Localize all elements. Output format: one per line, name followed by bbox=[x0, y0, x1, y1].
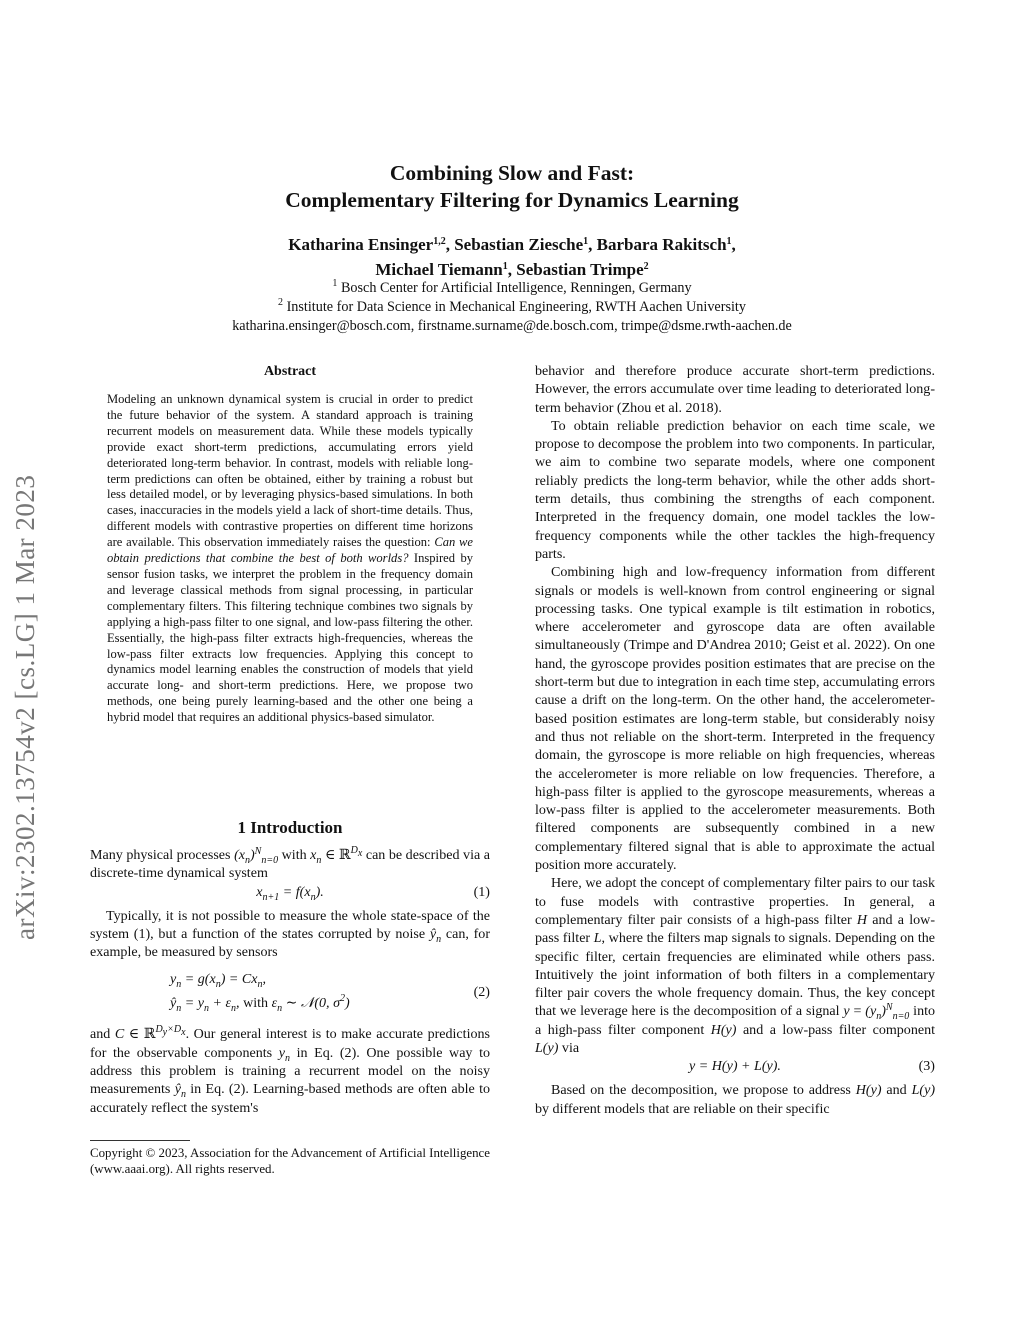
author-list: Katharina Ensinger$^{1,2}$, Sebastian Ziesche$^1$, Barbara Rakitsch$^1$, Michael Tiemann$^1$, Sebastian Trimpe$^2$ bbox=[288, 235, 736, 279]
equation-number: (2) bbox=[473, 984, 490, 1001]
equation-2: $y_n = g(x_n) = Cx_n$, $ŷ_n = y_n + \varepsilon_n$, with $\varepsilon_n$ ∼ 𝒩(0, $\sigma^2$) (2) bbox=[170, 971, 490, 1015]
affil-mark: 1 bbox=[332, 278, 338, 289]
left-column-body bbox=[90, 846, 490, 1117]
paragraph: Here, we adopt the concept of complementary filter pairs to our task to fuse models with contrastive properties. In general, a complementary filter pair consists of a high-pass filter H and a low-pass filter L, where the filters map signals to signals. Depending on the specific filter, certain frequencies are eliminated while others pass. Intuitively the joint information of both filters in a complementary filter pair covers the whole frequency domain. Thus, the key concept that we leverage here is the decomposition of a signal $y = (y_n)_{^Nn=0}$ into a high-pass filter component H(y) and a low-pass filter component L(y) via bbox=[535, 875, 936, 1056]
paragraph: Typically, it is not possible to measure the whole state-space of the system (1), but a function of the states corrupted by noise $ŷ_n$ can, for example, be measured by sensors bbox=[90, 907, 490, 961]
affil-mark: 2 bbox=[278, 297, 284, 308]
title-line-1: Combining Slow and Fast: bbox=[389, 161, 635, 185]
paper-title bbox=[0, 160, 1024, 214]
author-name: Sebastian Ziesche bbox=[454, 235, 584, 254]
author-name: Sebastian Trimpe bbox=[516, 260, 644, 279]
copyright-notice: Copyright © 2023, Association for the Advancement of Artificial Intelligence (www.aaai.org). All rights reserved. bbox=[90, 1146, 490, 1176]
author-emails: katharina.ensinger@bosch.com, firstname.surname@de.bosch.com, trimpe@dsme.rwth-aachen.de bbox=[232, 318, 792, 334]
paragraph: and C ∈ ℝ$^{D_y\times D_x}$. Our general interest is to make accurate predictions for the observable components $y_n$ in Eq. (2). One possible way to address this problem is training a recurrent model on the noisy measurements $ŷ_n$ in Eq. (2). Learning-based methods are often able to accurately reflect the system's bbox=[90, 1024, 491, 1116]
paragraph: Many physical processes $(x_n)_{^Nn=0}$ with $x_n$ ∈ ℝ$^{D_x}$ can be described via a discrete-time dynamical system bbox=[90, 845, 490, 882]
affiliation-2: Institute for Data Science in Mechanical Engineering, RWTH Aachen University bbox=[286, 299, 746, 315]
equation-number: (1) bbox=[473, 883, 490, 900]
title-line-2: Complementary Filtering for Dynamics Learning bbox=[285, 188, 739, 212]
equation-1: $x_{n+1} = f(x_n)$. (1) bbox=[256, 883, 490, 903]
paragraph: behavior and therefore produce accurate short-term predictions. However, the errors accumulate over time leading to deteriorated long-term behavior (Zhou et al. 2018). bbox=[535, 363, 935, 416]
affiliations bbox=[0, 279, 1024, 336]
author-name: Michael Tiemann bbox=[375, 260, 503, 279]
paragraph: To obtain reliable prediction behavior on each time scale, we propose to decompose the problem into two components. In particular, we aim to combine two separate models, where one component reliably predicts the long-term behavior, while the other adds short-term details, thus combining the strengths of each component. Interpreted in the frequency domain, one model tackles the low-frequency components while the other tackles the high-frequency parts. bbox=[535, 417, 935, 562]
paragraph: Combining high and low-frequency information from different signals or models is well-known from control engineering or signal processing tasks. One typical example is tilt estimation in robotics, where accelerometer and gyroscope data are often available simultaneously (Trimpe and D'Andrea 2010; Geist et al. 2022). On one hand, the gyroscope provides position estimates that are precise on the short-term but due to integration in each time step, accumulating errors cause a drift on the long-term. On the other hand, the accelerometer-based position estimates are long-term stable, but considerably noisy and thus not reliable on the short-term. Interpreted in the frequency domain, the gyroscope is more reliable on high frequencies, whereas the accelerometer is more reliable on low frequencies. Therefore, a high-pass filter is applied to the gyroscope measurements, whereas a low-pass filter is applied to the accelerometer measurements. Both filtered components are subsequently combined in a new complementary filtered signal that is able to approximate the actual position more accurately. bbox=[535, 564, 935, 874]
author-affil-mark: 1 bbox=[726, 236, 732, 247]
paragraph: Based on the decomposition, we propose to address H(y) and L(y) by different models that are reliable on their specific bbox=[535, 1082, 935, 1117]
footnote-rule bbox=[90, 1140, 190, 1141]
author-affil-mark: 1,2 bbox=[433, 236, 446, 247]
section-heading-introduction: 1 Introduction bbox=[237, 818, 343, 837]
abstract-body: Modeling an unknown dynamical system is crucial in order to predict the future behavior of the system. A standard approach is training recurrent models on measurement data. While these models typically provide exact short-term predictions, accumulating errors yield deteriorated long-term behavior. In contrast, models with reliable long-term predictions can often be obtained, either by training a robust but less detailed model, or by leveraging physics-based simulations. In both cases, inaccuracies in the models yield a lack of short-time details. Thus, different models with contrastive properties on different time horizons are available. This observation immediately raises the question: Can we obtain predictions that combine the best of both worlds? Inspired by sensor fusion tasks, we interpret the problem in the frequency domain and leverage classical methods from signal processing, in particular complementary filters. This filtering technique combines two signals by applying a high-pass filter to one signal, and low-pass filtering the other. Essentially, the high-pass filter extracts high-frequencies, whereas the low-pass filter extracts low frequencies. Applying this concept to dynamics model learning enables the construction of models that yield accurate long- and short-term predictions. Here, we propose two methods, one being purely learning-based and the other one being a hybrid model that requires an additional physics-based simulator. bbox=[107, 392, 473, 725]
equation-number: (3) bbox=[918, 1058, 935, 1075]
affiliation-1: Bosch Center for Artificial Intelligence, Renningen, Germany bbox=[340, 280, 692, 296]
arxiv-identifier: arXiv:2302.13754v2 [cs.LG] 1 Mar 2023 bbox=[10, 474, 40, 940]
author-affil-mark: 1 bbox=[502, 261, 508, 272]
right-column-body bbox=[535, 362, 935, 1118]
author-name: Katharina Ensinger bbox=[288, 235, 434, 254]
author-name: Barbara Rakitsch bbox=[596, 235, 727, 254]
abstract-heading: Abstract bbox=[263, 364, 317, 379]
author-affil-mark: 1 bbox=[583, 236, 589, 247]
abstract-question: Can we obtain predictions that combine the best of both worlds? bbox=[107, 535, 473, 566]
equation-3: y = H(y) + L(y). (3) bbox=[689, 1058, 935, 1075]
author-affil-mark: 2 bbox=[643, 261, 649, 272]
